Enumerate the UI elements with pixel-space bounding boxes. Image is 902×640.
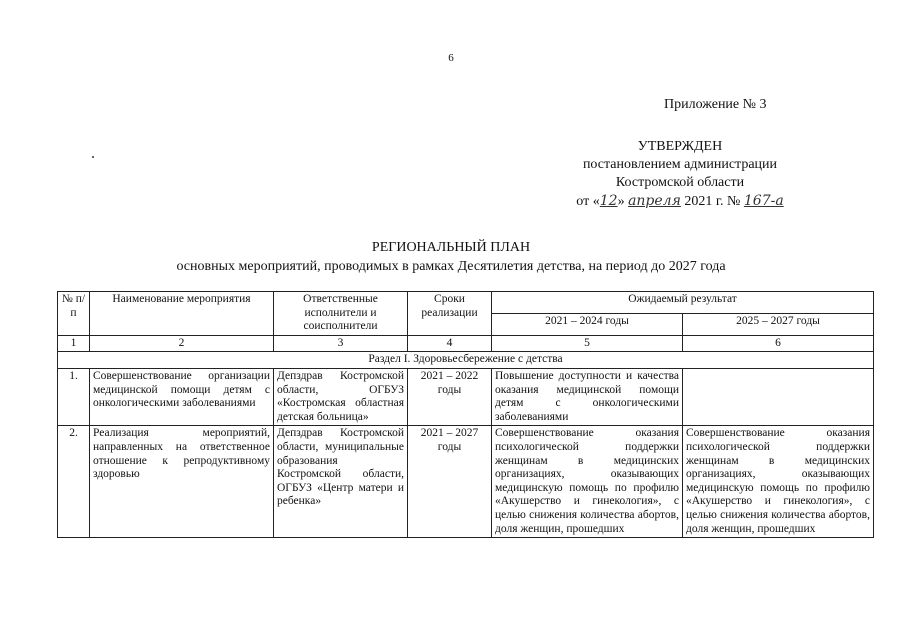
header-row-1 <box>58 292 874 314</box>
column-number: 4 <box>408 335 492 352</box>
row-result-2: Совершенствование оказания психологической поддержки женщинам в медицинских организациях, оказывающих медицинскую помощь по профилю «Акушерство и гинекология», с целью снижения количества абортов, доля женщин, прошедших <box>683 426 874 538</box>
column-number-row <box>58 335 874 352</box>
date-prefix: от « <box>576 194 600 209</box>
title-line-2: основных мероприятий, проводимых в рамках Десятилетия детства, на период до 2027 года <box>176 259 726 274</box>
column-number: 5 <box>492 335 683 352</box>
page-number: 6 <box>448 52 454 64</box>
row-activity: Совершенствование организации медицинской помощи детям с онкологическими заболеваниями <box>90 368 274 425</box>
title-line-1: РЕГИОНАЛЬНЫЙ ПЛАН <box>371 240 531 255</box>
header-num: № п/п <box>58 292 90 336</box>
plan-table <box>57 291 874 538</box>
row-responsible: Депздрав Костромской области, ОГБУЗ «Костромская областная детская больница» <box>274 368 408 425</box>
header-responsible: Ответственные исполнители и соисполнители <box>274 292 408 336</box>
column-number: 6 <box>683 335 874 352</box>
header-period-2: 2025 – 2027 годы <box>683 313 874 335</box>
appendix-label: Приложение № 3 <box>664 97 767 112</box>
section-title: Раздел I. Здоровьесбережение с детства <box>58 352 874 369</box>
row-terms: 2021 – 2027 годы <box>408 426 492 538</box>
row-result-2 <box>683 368 874 425</box>
column-number: 2 <box>90 335 274 352</box>
table-row <box>58 426 874 538</box>
header-period-1: 2021 – 2024 годы <box>492 313 683 335</box>
row-responsible: Депздрав Костромской области, муниципальные образования Костромской области, ОГБУЗ «Центр матери и ребенка» <box>274 426 408 538</box>
section-row <box>58 352 874 369</box>
approval-block <box>480 138 880 211</box>
row-activity: Реализация мероприятий, направленных на ответственное отношение к репродуктивному здоровью <box>90 426 274 538</box>
approval-date-line <box>480 192 880 211</box>
table-row <box>58 368 874 425</box>
handwritten-day: 12 <box>599 193 618 209</box>
column-number: 1 <box>58 335 90 352</box>
document-title <box>0 238 902 276</box>
approval-heading: УТВЕРЖДЕН <box>637 139 723 154</box>
date-mid: » <box>617 194 629 209</box>
header-terms: Сроки реализации <box>408 292 492 336</box>
approval-line-1: постановлением администрации <box>582 157 778 172</box>
column-number: 3 <box>274 335 408 352</box>
approval-line-2: Костромской области <box>615 175 745 190</box>
header-expected: Ожидаемый результат <box>492 292 874 314</box>
row-number: 2. <box>58 426 90 538</box>
row-number: 1. <box>58 368 90 425</box>
header-name: Наименование мероприятия <box>90 292 274 336</box>
handwritten-number: 167-а <box>743 193 784 209</box>
handwritten-month: апреля <box>628 193 681 209</box>
scan-speck <box>92 156 94 158</box>
row-result-1: Совершенствование оказания психологической поддержки женщинам в медицинских организациях, оказывающих медицинскую помощь по профилю «Акушерство и гинекология», с целью снижения количества абортов, доля женщин, прошедших <box>492 426 683 538</box>
row-terms: 2021 – 2022 годы <box>408 368 492 425</box>
row-result-1: Повышение доступности и качества оказания медицинской помощи детям с онкологическими заболеваниями <box>492 368 683 425</box>
date-year: 2021 г. № <box>680 194 744 209</box>
